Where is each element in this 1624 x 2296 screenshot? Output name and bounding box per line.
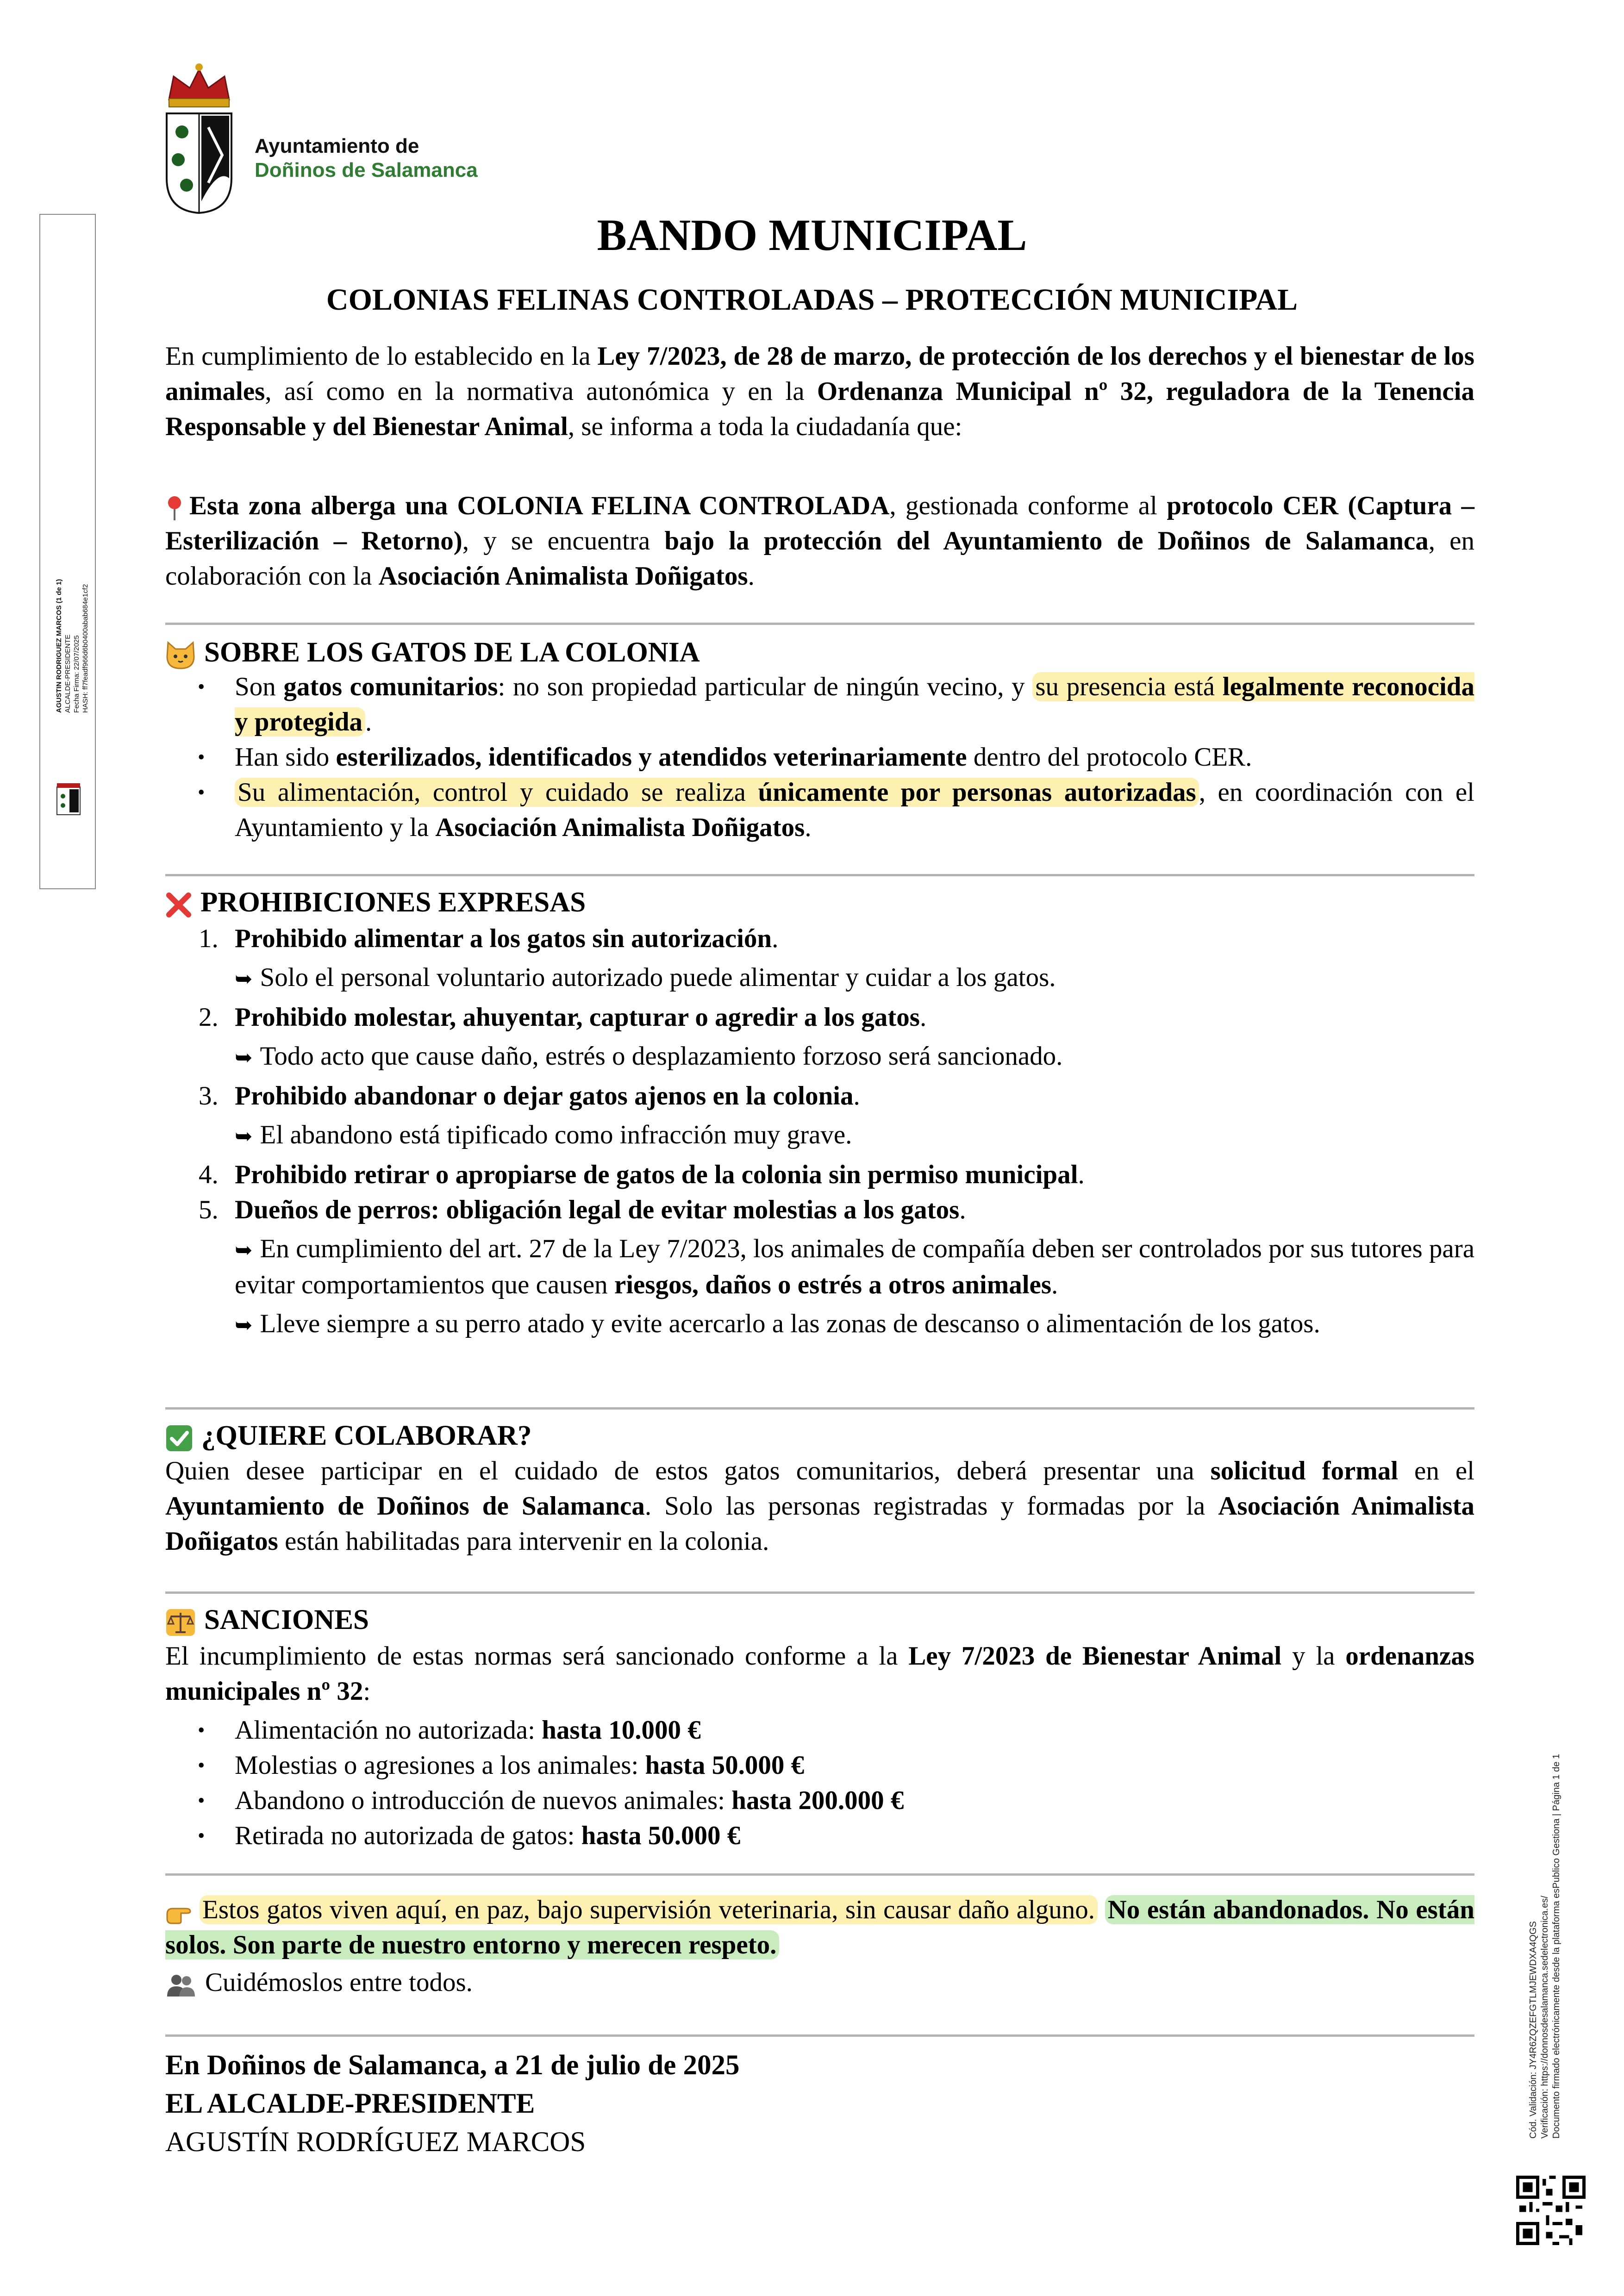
page-subtitle: COLONIAS FELINAS CONTROLADAS – PROTECCIÓN MUNICIPAL (326, 283, 1298, 317)
verification-url: Verificación: https://donnosdesalamanca.sedelectronica.es/ (1540, 1896, 1550, 2139)
list-item (165, 775, 1474, 845)
list-item (165, 1818, 1474, 1853)
colony-notice (165, 488, 1474, 594)
list-item (165, 740, 1474, 775)
bullet-bold: gatos comunitarios (283, 672, 498, 701)
section-heading-prohibitions (165, 885, 586, 920)
logo-text (255, 134, 478, 182)
item-number: 3. (199, 1081, 219, 1111)
list-item (165, 1157, 1474, 1192)
list-item (165, 1713, 1474, 1748)
sanction-amount: hasta 10.000 € (542, 1716, 701, 1745)
divider (165, 1873, 1474, 1876)
divider (165, 1591, 1474, 1594)
item-subtext (165, 1039, 1474, 1075)
highlight-text: su presencia está (1035, 672, 1223, 701)
list-item (165, 669, 1474, 740)
collab-bold-1: solicitud formal (1210, 1456, 1399, 1485)
sanc-bold-2: ordenanzas municipales nº 32 (165, 1641, 1474, 1706)
signer-role: EL ALCALDE-PRESIDENTE (165, 2088, 535, 2119)
verification-note: Documento firmado electrónicamente desde la plataforma esPublico Gestiona | Página 1 de 1 (1551, 1753, 1562, 2139)
cat-face-icon (165, 641, 196, 669)
intro-paragraph (165, 339, 1474, 444)
sanction-label: Molestias o agresiones a los animales: (235, 1751, 645, 1780)
list-item (165, 1192, 1474, 1228)
section-title-prohibitions: PROHIBICIONES EXPRESAS (200, 887, 586, 918)
subtext-end: . (1051, 1270, 1058, 1299)
subtext: Todo acto que cause daño, estrés o desplazamiento forzoso será sancionado. (260, 1042, 1063, 1071)
bullet-text: . (805, 813, 812, 842)
sanc-text-2: y la (1281, 1641, 1346, 1671)
section-title-cats: SOBRE LOS GATOS DE LA COLONIA (204, 637, 700, 668)
cats-bullet-list (165, 669, 1474, 845)
collab-bold-3: Asociación Animalista Doñigatos (165, 1491, 1474, 1556)
check-mark-icon (165, 1424, 193, 1452)
signature-line-3: Fecha Firma: 22/07/2025 (73, 635, 81, 713)
pointing-hand-icon (165, 1900, 197, 1924)
collaborate-paragraph (165, 1454, 1474, 1559)
intro-law: Ley 7/2023, de 28 de marzo, de protección de los derechos y el bienestar de los animales (165, 342, 1474, 406)
cross-mark-icon (165, 892, 192, 918)
item-text: Dueños de perros: obligación legal de evitar molestias a los gatos (235, 1195, 960, 1224)
logo-line-1: Ayuntamiento de (255, 135, 419, 157)
intro-ordinance: Ordenanza Municipal nº 32, reguladora de la Tenencia Responsable y del Bienestar Animal (165, 377, 1474, 441)
list-item (165, 1748, 1474, 1783)
intro-text-1: En cumplimiento de lo establecido en la (165, 342, 598, 371)
place-date: En Doñinos de Salamanca, a 21 de julio de 2025 (165, 2050, 740, 2081)
item-subtext (165, 1306, 1474, 1342)
notice-bold-2: protocolo CER (Captura – Esterilización – Retorno) (165, 491, 1474, 555)
notice-bold-4: Asociación Animalista Doñigatos (378, 562, 748, 591)
list-item (165, 1783, 1474, 1818)
subtext: Solo el personal voluntario autorizado puede alimentar y cuidar a los gatos. (260, 963, 1056, 992)
item-subtext (165, 1117, 1474, 1154)
arrow-icon: ➥ (235, 1123, 253, 1148)
bullet-text: Son (235, 672, 284, 701)
page-title: BANDO MUNICIPAL (597, 210, 1027, 260)
section-heading-cats (165, 635, 700, 670)
prohibitions-list (165, 921, 1474, 1346)
collab-text-1: Quien desee participar en el cuidado de estos gatos comunitarios, deberá presentar una (165, 1456, 1211, 1485)
sanction-label: Abandono o introducción de nuevos animales: (235, 1786, 732, 1815)
divider (165, 623, 1474, 625)
bullet-text: : no son propiedad particular de ningún vecino, y (498, 672, 1033, 701)
sanc-bold-1: Ley 7/2023 de Bienestar Animal (908, 1641, 1282, 1671)
notice-bold-3: bajo la protección del Ayuntamiento de Doñinos de Salamanca (664, 526, 1429, 555)
item-end: . (853, 1081, 860, 1111)
highlight-bold: únicamente por personas autorizadas (758, 778, 1196, 807)
closing-message (165, 1892, 1474, 1963)
sanctions-list (165, 1713, 1474, 1853)
signature-text (55, 491, 90, 713)
signer-name: AGUSTÍN RODRÍGUEZ MARCOS (165, 2127, 586, 2158)
bullet-text: , en coordinación con el Ayuntamiento y la (235, 778, 1474, 842)
item-end: . (919, 1003, 927, 1032)
signature-block (165, 2046, 740, 2161)
signature-line-4: HASH: ff7feadf966d6b0400abab684e1cf2 (81, 584, 89, 713)
divider (165, 874, 1474, 876)
highlight-text: Su alimentación, control y cuidado se realiza (237, 778, 758, 807)
collab-text-3: . Solo las personas registradas y formadas por la (644, 1491, 1218, 1521)
subtext: En cumplimiento del art. 27 de la Ley 7/2023, los animales de compañía deben ser controlados por sus tutores para evitar comportamientos que causen (235, 1234, 1474, 1299)
sanction-amount: hasta 50.000 € (645, 1751, 805, 1780)
item-subtext (165, 960, 1474, 996)
item-text: Prohibido alimentar a los gatos sin autorización (235, 924, 772, 953)
highlight-bold: legalmente reconocida y protegida (235, 672, 1475, 736)
signature-line-1: AGUSTIN RODRIGUEZ MARCOS (1 de 1) (55, 579, 63, 713)
item-number: 1. (199, 924, 219, 953)
sanction-amount: hasta 200.000 € (731, 1786, 904, 1815)
verification-code: Cód. Validación: JY4R6ZQZEFGTLMJEWDXA4QGS (1528, 1921, 1538, 2139)
pin-icon (165, 495, 184, 521)
item-end: . (772, 924, 779, 953)
subtext: Lleve siempre a su perro atado y evite acercarlo a las zonas de descanso o alimentación de los gatos. (260, 1309, 1320, 1338)
sanction-label: Retirada no autorizada de gatos: (235, 1821, 581, 1850)
list-item (165, 1000, 1474, 1035)
divider (165, 2034, 1474, 2037)
intro-text-2: , así como en la normativa autonómica y en la (265, 377, 817, 406)
closing-text: Cuidémoslos entre todos. (205, 1968, 473, 1997)
logo-line-2: Doñinos de Salamanca (255, 159, 478, 181)
arrow-icon: ➥ (235, 1312, 253, 1337)
divider (165, 1407, 1474, 1410)
people-silhouette-icon (165, 1972, 197, 1997)
notice-bold-1: Esta zona alberga una COLONIA FELINA CONTROLADA (189, 491, 890, 520)
bullet-text: Han sido (235, 742, 336, 772)
item-number: 5. (199, 1195, 219, 1224)
sanc-text-1: El incumplimiento de estas normas será sancionado conforme a la (165, 1641, 909, 1671)
sanction-amount: hasta 50.000 € (581, 1821, 741, 1850)
list-item (165, 1079, 1474, 1114)
arrow-icon: ➥ (235, 1237, 253, 1262)
item-end: . (959, 1195, 966, 1224)
item-number: 4. (199, 1160, 219, 1189)
notice-text-3: , en colaboración con la (165, 526, 1474, 591)
sanctions-paragraph (165, 1639, 1474, 1709)
arrow-icon: ➥ (235, 1045, 253, 1070)
verification-text (1528, 1653, 1562, 2139)
item-text: Prohibido retirar o apropiarse de gatos de la colonia sin permiso municipal (235, 1160, 1078, 1189)
section-heading-sanctions (165, 1603, 369, 1638)
bullet-text: . (365, 707, 372, 736)
closing-line (165, 1965, 1474, 2000)
qr-code (1516, 2176, 1586, 2245)
sanction-label: Alimentación no autorizada: (235, 1716, 542, 1745)
notice-text-2: , y se encuentra (462, 526, 665, 555)
highlight (235, 778, 1199, 807)
item-end: . (1078, 1160, 1085, 1189)
subtext: El abandono está tipificado como infracción muy grave. (260, 1120, 852, 1149)
bullet-bold: esterilizados, identificados y atendidos veterinariamente (336, 742, 967, 772)
bullet-text: dentro del protocolo CER. (967, 742, 1252, 772)
section-title-collaborate: ¿QUIERE COLABORAR? (201, 1420, 532, 1451)
notice-text-1: , gestionada conforme al (889, 491, 1167, 520)
item-subtext (165, 1231, 1474, 1303)
signature-emblem-icon (55, 782, 82, 819)
highlight-green-text: No están abandonados. No están solos. Son parte de nuestro entorno y merecen respeto. (165, 1895, 1474, 1959)
item-text: Prohibido molestar, ahuyentar, capturar o agredir a los gatos (235, 1003, 920, 1032)
subtext-bold: riesgos, daños o estrés a otros animales (614, 1270, 1052, 1299)
collab-text-4: están habilitadas para intervenir en la colonia. (278, 1527, 769, 1556)
notice-text-4: . (748, 562, 755, 591)
intro-text-3: , se informa a toda la ciudadanía que: (568, 412, 962, 441)
signature-line-2: ALCALDE-PRESIDENTE (64, 634, 72, 713)
section-heading-collaborate (165, 1418, 531, 1454)
item-text: Prohibido abandonar o dejar gatos ajenos en la colonia (235, 1081, 854, 1111)
highlight-text: Estos gatos viven aquí, en paz, bajo supervisión veterinaria, sin causar daño alguno. (200, 1895, 1098, 1924)
collab-bold-2: Ayuntamiento de Doñinos de Salamanca (165, 1491, 645, 1521)
item-number: 2. (199, 1003, 219, 1032)
collab-text-2: en el (1398, 1456, 1474, 1485)
balance-scale-icon (165, 1608, 196, 1637)
section-title-sanctions: SANCIONES (204, 1604, 369, 1635)
sanc-text-3: : (363, 1677, 371, 1706)
bullet-bold: Asociación Animalista Doñigatos (435, 813, 805, 842)
list-item (165, 921, 1474, 956)
arrow-icon: ➥ (235, 966, 253, 991)
